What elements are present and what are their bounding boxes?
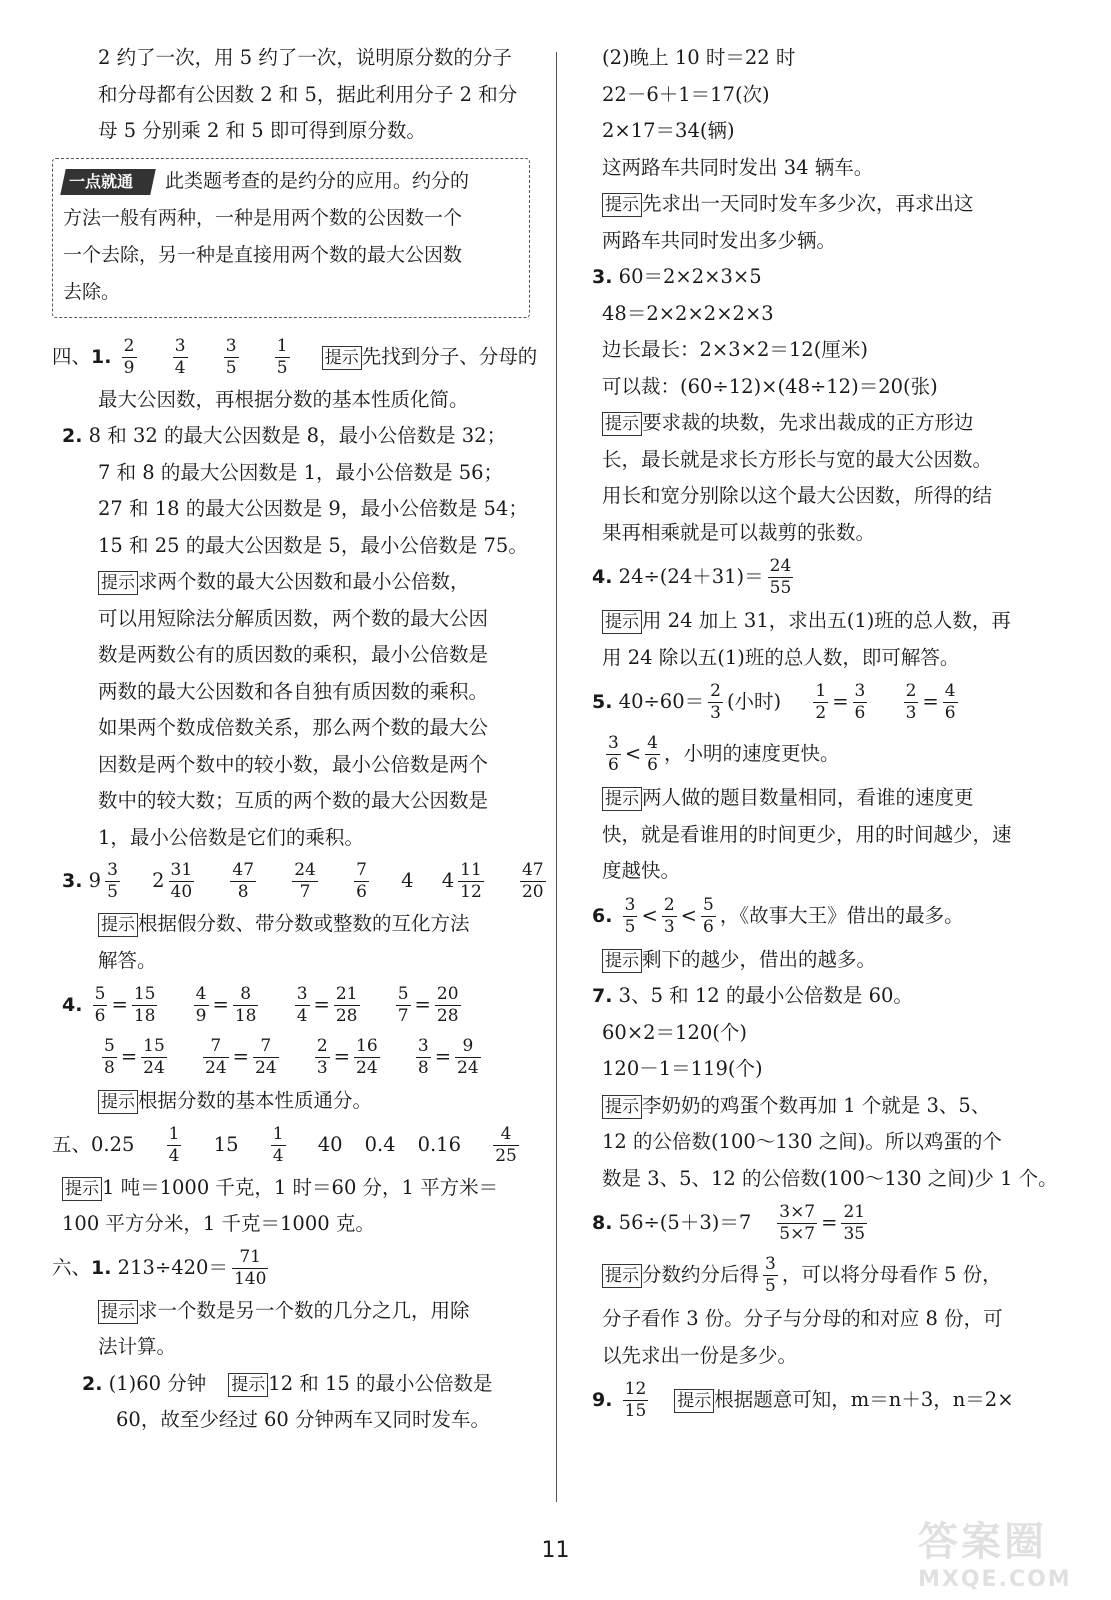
intro-line: 母 5 分别乘 2 和 5 即可得到原分数。 (98, 119, 426, 142)
text-line: 两数的最大公因数和各自独有质因数的乘积。 (98, 679, 489, 703)
question-number: 2. (62, 425, 83, 447)
hint-line: 提示 李奶奶的鸡蛋个数再加 1 个就是 3、5、 (592, 1088, 1060, 1125)
text-line: 数中的较大数；互质的两个数的最大公因数是 (98, 789, 489, 812)
text-line: 长，最长就是求长方形长与宽的最大公因数。 (602, 447, 993, 471)
s4-q4-row1: 4. $\frac{5}{6}$ = $\frac{15}{18}$ $\frac{4}{9}$ = $\frac{8}{18}$ $\frac{3}{4}$ = $\frac{21}{28}$ $\frac{5}{7}$ = $\frac{20}{28}$ (62, 984, 459, 1026)
text-line: 边长最长：2×3×2＝12(厘米) (602, 338, 868, 361)
text-line: 1，最小公倍数是它们的乘积。 (98, 825, 364, 849)
s6-q2: 2. (1)60 分钟 提示 12 和 15 的最小公倍数是 (82, 1371, 493, 1395)
hint-tag: 提示 (602, 1264, 642, 1288)
fraction: $\frac{3}{4}$ (174, 335, 186, 378)
intro-line: 和分母都有公因数 2 和 5，据此利用分子 2 和分 (98, 82, 518, 106)
fraction: $\frac{1}{5}$ (276, 335, 288, 378)
box-line: 一个去除，另一种是直接用两个数的最大公因数 (63, 243, 463, 266)
hint-tag: 提示 (98, 571, 138, 595)
r-q8: 8. 56÷(5＋3)＝7 $\frac{3\times 7}{5\times 7}$ = $\frac{21}{35}$ (592, 1202, 866, 1244)
text-line: 因数是两个数中的较小数，最小公倍数是两个 (98, 752, 489, 776)
s4-q2-line: 2. 8 和 32 的最大公因数是 8，最小公倍数是 32； (62, 424, 507, 447)
hint-tag: 提示 (322, 346, 362, 370)
hint-tag: 提示 (602, 610, 642, 634)
hint-line: 提示 求两个数的最大公因数和最小公倍数， (52, 564, 530, 601)
hint-tag: 提示 (62, 1177, 102, 1201)
hint-line: 提示 两人做的题目数量相同，看谁的速度更 (592, 780, 1060, 817)
r-q6: 6. $\frac{3}{5}$ < $\frac{2}{3}$ < $\frac{5}{6}$ ，《故事大王》借出的最多。 (592, 894, 964, 937)
hint-tag: 提示 (602, 1095, 642, 1119)
text-line: 度越快。 (602, 859, 681, 882)
text-line: 12 的公倍数(100～130 之间)。所以鸡蛋的个 (602, 1130, 1002, 1153)
fraction: $\frac{3}{5}$ (225, 335, 237, 378)
hint-line: 提示 要求裁的块数，先求出裁成的正方形边 (592, 405, 1060, 442)
text-line: 最大公因数，再根据分数的基本性质化简。 (98, 387, 469, 411)
text-line: 解答。 (98, 948, 157, 972)
text-line: 如果两个数成倍数关系，那么两个数的最大公 (98, 716, 489, 739)
section-label: 四、 (52, 344, 92, 368)
text-line: 数是两数公有的质因数的乘积，最小公倍数是 (98, 643, 489, 666)
text-line: 用 24 除以五(1)班的总人数，即可解答。 (602, 645, 960, 669)
hint-line: 提示 根据假分数、带分数或整数的互化方法 (52, 906, 530, 943)
r-q4: 4. 24÷(24＋31)＝ $\frac{24}{55}$ (592, 556, 792, 598)
text-line: 以先求出一份是多少。 (602, 1343, 798, 1367)
box-line: 此类题考查的是约分的应用。约分的 (165, 169, 470, 192)
hint-line: 提示 分数约分后得 $\frac{3}{5}$ ，可以将分母看作 5 份， (592, 1249, 1060, 1301)
r-q5: 5. 40÷60＝ $\frac{2}{3}$ (小时) $\frac{1}{2}$ = $\frac{3}{6}$ $\frac{2}{3}$ = $\frac{4}{6}$ (592, 681, 956, 723)
hint-tag: 提示 (674, 1389, 714, 1413)
text-line: (2)晚上 10 时＝22 时 (602, 46, 796, 69)
tip-badge: 一点就通 (60, 169, 156, 195)
hint-tag: 提示 (602, 412, 642, 436)
r-q7-line: 7. 3、5 和 12 的最小公倍数是 60。 (592, 984, 913, 1007)
text-line: 这两路车共同时发出 34 辆车。 (602, 155, 874, 179)
hint-line: 提示 先求出一天同时发车多少次，再求出这 (592, 186, 1060, 223)
hint-tag: 提示 (98, 1300, 138, 1324)
intro-line: 2 约了一次，用 5 约了一次，说明原分数的分子 (98, 46, 512, 69)
hint-line: 提示 剩下的越少，借出的越多。 (592, 942, 1060, 979)
r-q5-line2: $\frac{3}{6}$ < $\frac{4}{6}$ ，小明的速度更快。 (608, 733, 840, 775)
fraction: $\frac{2}{9}$ (123, 335, 135, 378)
left-column (52, 40, 544, 1439)
question-number: 4. (62, 994, 83, 1016)
text-line: 可以裁：(60÷12)×(48÷12)＝20(张) (602, 374, 938, 398)
text-line: 15 和 25 的最大公因数是 5，最小公倍数是 75。 (98, 533, 528, 557)
section-label: 五、 (52, 1132, 92, 1156)
question-number: 1. (91, 345, 112, 368)
text-line: 可以用短除法分解质因数，两个数的最大公因 (98, 606, 489, 630)
text-line: 22－6＋1＝17(次) (602, 82, 770, 106)
right-column (592, 40, 1060, 1426)
hint-line: 提示 根据分数的基本性质通分。 (52, 1083, 530, 1120)
text-line: 快，就是看谁用的时间更少，用的时间越少，速 (602, 822, 1012, 846)
s4-q3: 3. 9 $\frac{3}{5}$ 2 $\frac{31}{40}$ $\frac{47}{8}$ $\frac{24}{7}$ $\frac{7}{6}$ 4 4 $\frac{11}{12}$ $\frac{47}{20}$ (62, 860, 544, 902)
r-q9: 9. $\frac{12}{15}$ 提示 根据题意可知，m＝n＋3，n＝2× (592, 1379, 1014, 1421)
text-line: 100 平方分米，1 千克＝1000 克。 (62, 1212, 375, 1235)
hint-line: 提示 1 吨＝1000 千克，1 时＝60 分，1 平方米＝ (52, 1170, 530, 1207)
tip-box (52, 158, 530, 318)
text-line: 分子看作 3 份。分子与分母的和对应 8 份，可 (602, 1307, 1003, 1330)
hint-line: 提示 用 24 加上 31，求出五(1)班的总人数，再 (592, 603, 1060, 640)
s6-q1: 六、1. 213÷420＝ $\frac{71}{140}$ (52, 1246, 267, 1289)
text-line: 7 和 8 的最大公因数是 1，最小公倍数是 56； (98, 460, 504, 484)
s4-q4-row2: $\frac{5}{8}$ = $\frac{15}{24}$ $\frac{7}{24}$ = $\frac{7}{24}$ $\frac{2}{3}$ = $\frac{16}{24}$ $\frac{3}{8}$ = $\frac{9}{24}$ (104, 1036, 479, 1078)
text-line: 2×17＝34(辆) (602, 119, 735, 142)
text-line: 60×2＝120(个) (602, 1020, 747, 1044)
section-label: 六、 (52, 1255, 92, 1279)
text-line: 27 和 18 的最大公因数是 9，最小公倍数是 54； (98, 497, 528, 520)
text-line: 48＝2×2×2×2×3 (602, 301, 774, 325)
hint-tag: 提示 (602, 949, 642, 973)
text-line: 两路车共同时发出多少辆。 (602, 228, 837, 252)
page-number: 11 (541, 1538, 570, 1563)
question-number: 3. (592, 266, 613, 288)
r-q3-line: 3. 60＝2×2×3×5 (592, 265, 762, 288)
box-line: 方法一般有两种，一种是用两个数的公因数一个 (63, 206, 463, 229)
text-line: 果再相乘就是可以裁剪的张数。 (602, 520, 876, 544)
hint-tag: 提示 (228, 1373, 268, 1397)
s4-q1: 四、1. $\frac{2}{9}$ $\frac{3}{4}$ $\frac{3}{5}$ $\frac{1}{5}$ 提示 先找到分子、分母的 (52, 335, 538, 378)
box-line: 去除。 (63, 280, 121, 303)
text-line: 120－1＝119(个) (602, 1057, 763, 1080)
hint-line: 提示 求一个数是另一个数的几分之几，用除 (52, 1293, 530, 1330)
hint-tag: 提示 (98, 1090, 138, 1114)
watermark-logo: 答案圈 MXQE.COM (918, 1519, 1072, 1592)
text-line: 法计算。 (98, 1335, 177, 1358)
text-line: 60，故至少经过 60 分钟两车又同时发车。 (116, 1408, 491, 1431)
s5-answers: 五、0.25 $\frac{1}{4}$ 15 $\frac{1}{4}$ 40 0.4 0.16 $\frac{4}{25}$ (52, 1123, 517, 1166)
hint-tag: 提示 (602, 193, 642, 217)
question-number: 3. (62, 870, 83, 892)
hint-tag: 提示 (602, 787, 642, 811)
hint-tag: 提示 (98, 913, 138, 937)
text-line: 用长和宽分别除以这个最大公因数，所得的结 (602, 484, 993, 507)
column-divider (556, 52, 557, 1502)
text-line: 数是 3、5、12 的公倍数(100～130 之间)少 1 个。 (602, 1166, 1058, 1190)
